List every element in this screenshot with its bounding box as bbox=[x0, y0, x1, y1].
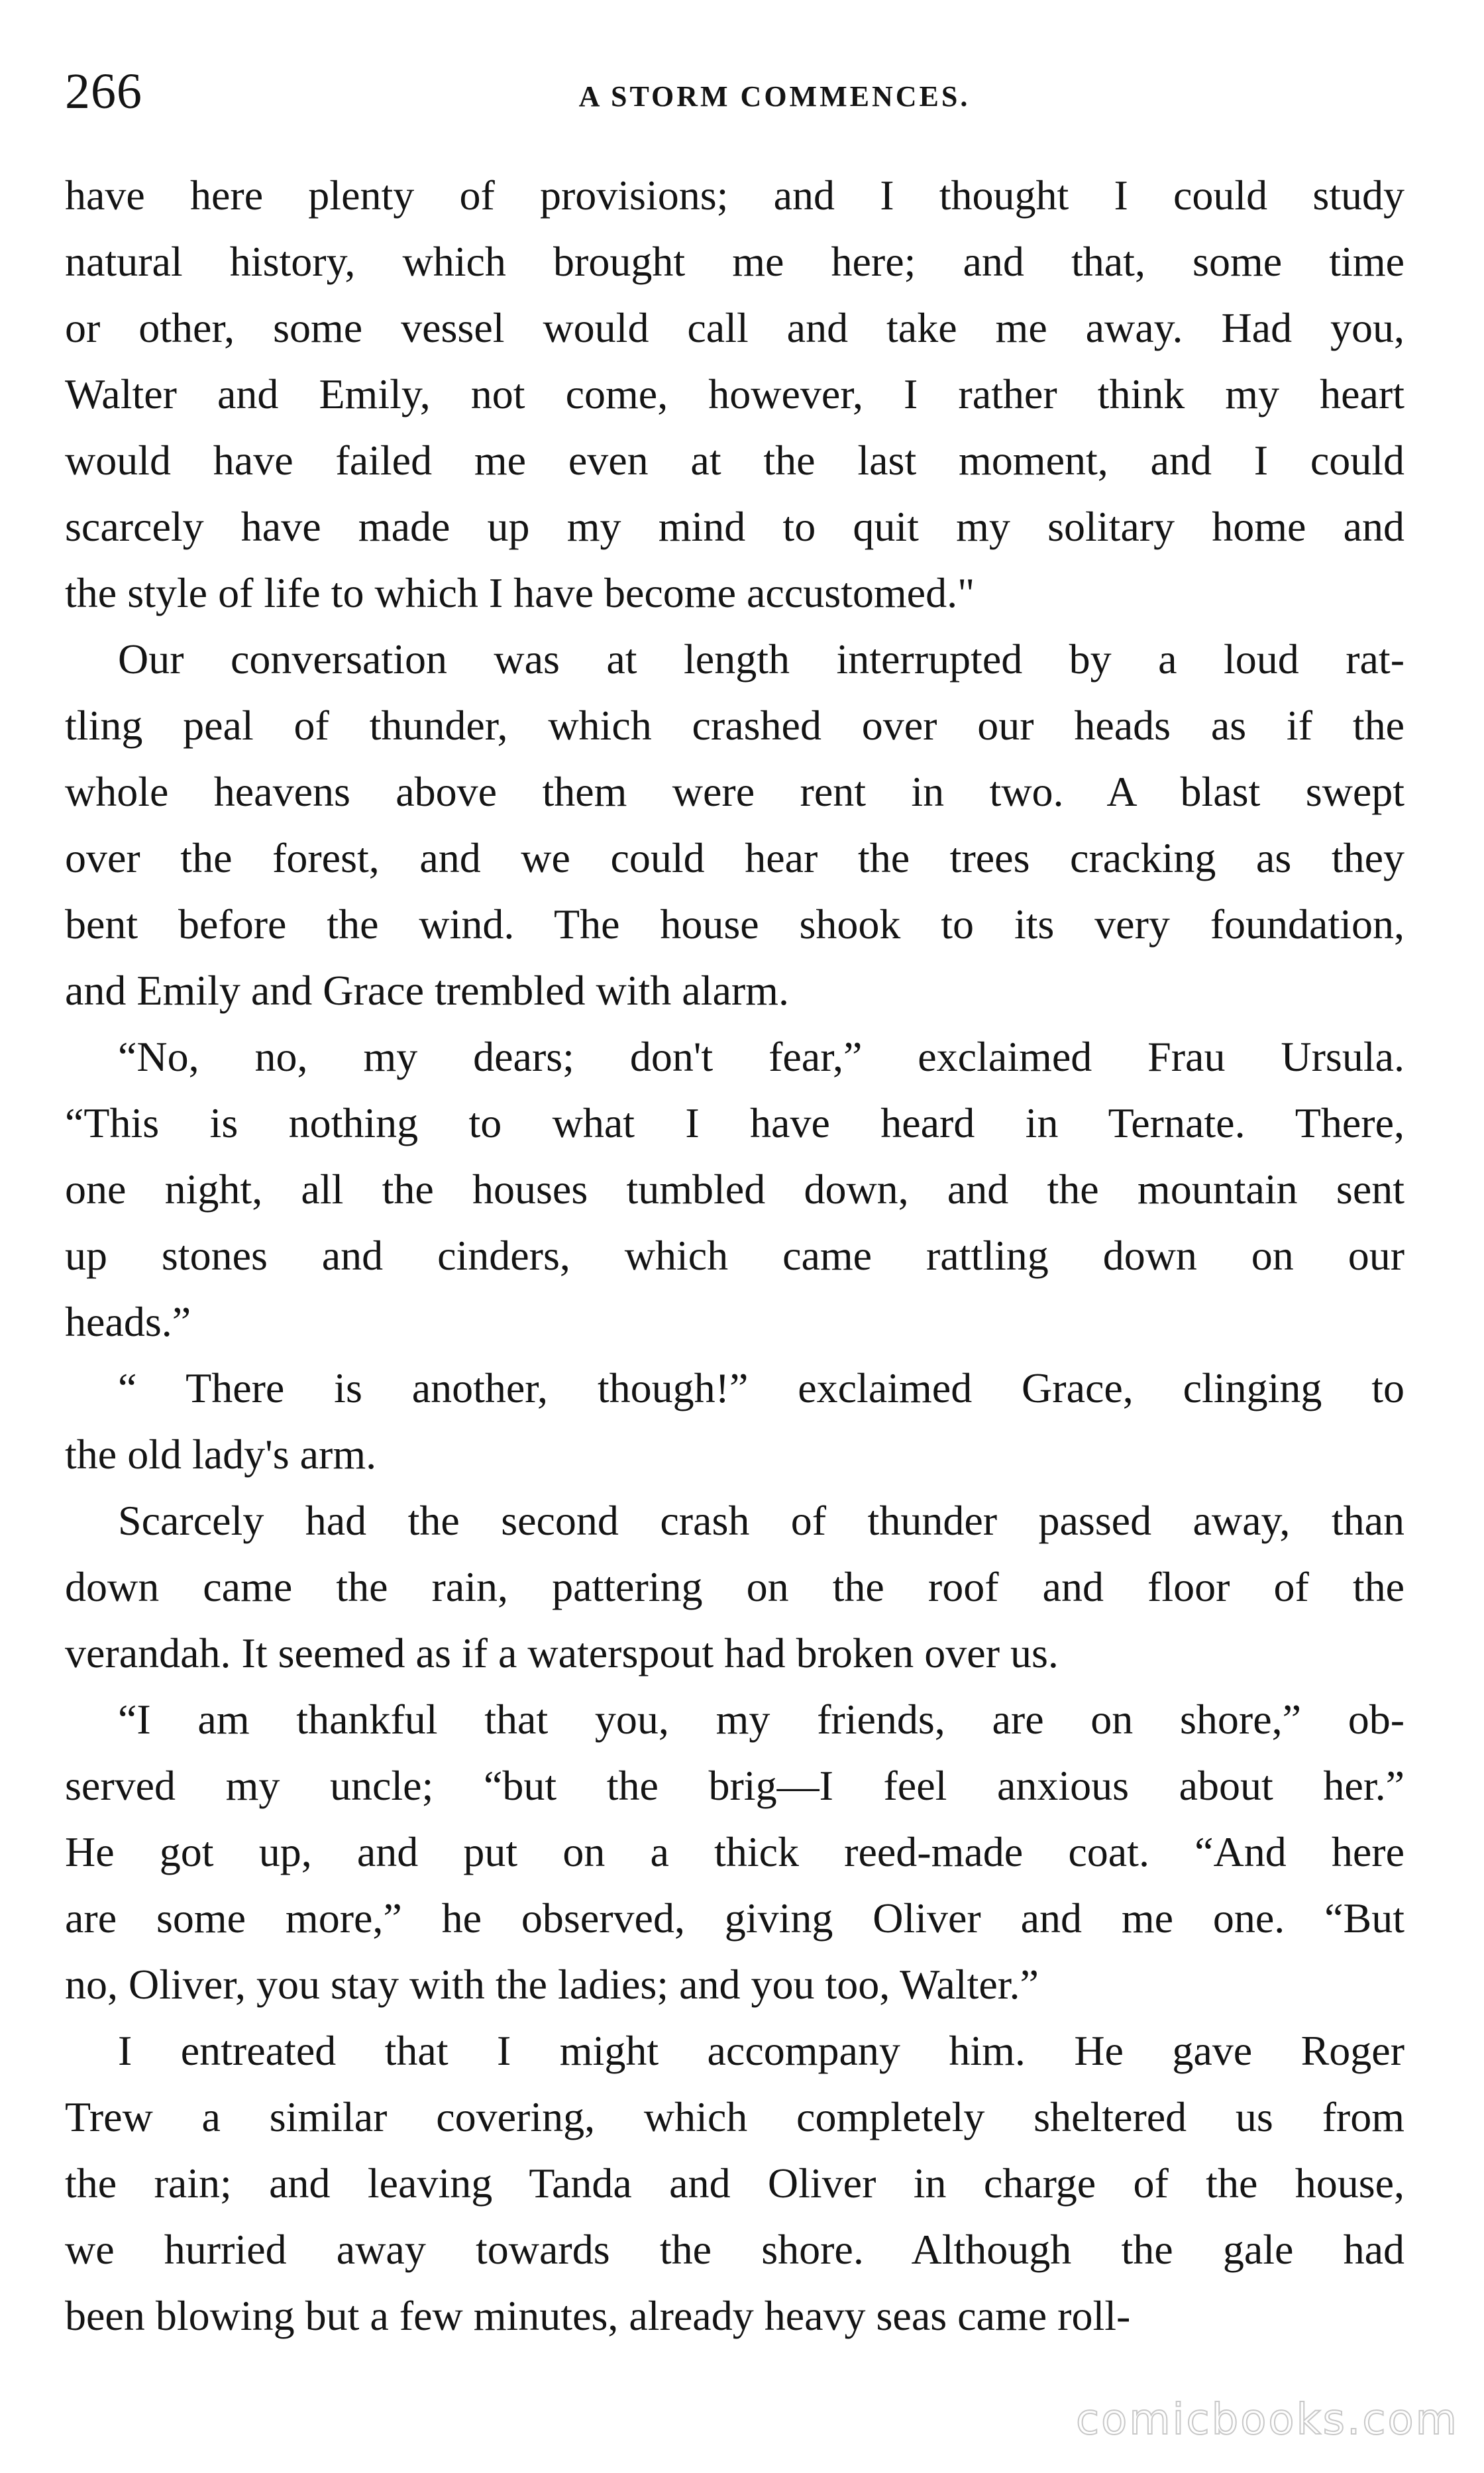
text-line: one night, all the houses tumbled down, and the mountain sent bbox=[65, 1166, 1404, 1213]
text-line: we hurried away towards the shore. Although the gale had bbox=[65, 2226, 1404, 2273]
text-line: scarcely have made up my mind to quit my solitary home and bbox=[65, 503, 1404, 550]
text-line: and Emily and Grace trembled with alarm. bbox=[65, 967, 789, 1014]
text-line: “No, no, my dears; don't fear,” exclaimed Frau Ursula. bbox=[118, 1033, 1404, 1080]
text-line: the style of life to which I have become accustomed." bbox=[65, 569, 975, 616]
body-text bbox=[65, 162, 1404, 2349]
text-line: over the forest, and we could hear the trees cracking as they bbox=[65, 834, 1404, 881]
text-line: heads.” bbox=[65, 1298, 191, 1345]
watermark: comicbooks.com bbox=[1075, 2395, 1459, 2445]
text-line: whole heavens above them were rent in two. A blast swept bbox=[65, 768, 1404, 815]
page-header bbox=[65, 58, 1404, 125]
paragraph bbox=[65, 1488, 1404, 1686]
text-line: been blowing but a few minutes, already heavy seas came roll- bbox=[65, 2292, 1131, 2339]
text-line: Trew a similar covering, which completely sheltered us from bbox=[65, 2093, 1404, 2140]
text-line: He got up, and put on a thick reed-made coat. “And here bbox=[65, 1828, 1404, 1875]
text-line: are some more,” he observed, giving Oliver and me one. “But bbox=[65, 1895, 1404, 1942]
text-line: no, Oliver, you stay with the ladies; and you too, Walter.” bbox=[65, 1961, 1039, 2008]
text-line: the old lady's arm. bbox=[65, 1431, 377, 1478]
page-number: 266 bbox=[65, 64, 142, 119]
text-line: Walter and Emily, not come, however, I rather think my heart bbox=[65, 370, 1404, 417]
paragraph bbox=[65, 626, 1404, 1024]
text-line: would have failed me even at the last moment, and I could bbox=[65, 437, 1404, 484]
paragraph bbox=[65, 2018, 1404, 2349]
paragraph bbox=[65, 1686, 1404, 2018]
running-head: A STORM COMMENCES. bbox=[578, 80, 971, 113]
text-line: or other, some vessel would call and take me away. Had you, bbox=[65, 304, 1404, 351]
text-line: the rain; and leaving Tanda and Oliver in charge of the house, bbox=[65, 2160, 1404, 2207]
paragraph bbox=[65, 162, 1404, 626]
text-line: have here plenty of provisions; and I thought I could study bbox=[65, 172, 1404, 219]
paragraph bbox=[65, 1355, 1404, 1488]
text-line: up stones and cinders, which came rattling down on our bbox=[65, 1232, 1404, 1279]
text-line: verandah. It seemed as if a waterspout had broken over us. bbox=[65, 1629, 1059, 1676]
text-line: “ There is another, though!” exclaimed Grace, clinging to bbox=[118, 1364, 1404, 1411]
text-line: “This is nothing to what I have heard in Ternate. There, bbox=[65, 1099, 1404, 1146]
text-line: I entreated that I might accompany him. He gave Roger bbox=[118, 2027, 1404, 2074]
text-line: served my uncle; “but the brig—I feel anxious about her.” bbox=[65, 1762, 1404, 1809]
text-line: “I am thankful that you, my friends, are on shore,” ob- bbox=[118, 1696, 1404, 1743]
text-line: natural history, which brought me here; and that, some time bbox=[65, 238, 1404, 285]
paragraph bbox=[65, 1024, 1404, 1355]
text-line: down came the rain, pattering on the roof and floor of the bbox=[65, 1563, 1404, 1610]
text-line: bent before the wind. The house shook to its very foundation, bbox=[65, 901, 1404, 948]
text-line: Scarcely had the second crash of thunder passed away, than bbox=[118, 1497, 1404, 1544]
text-line: Our conversation was at length interrupted by a loud rat- bbox=[118, 635, 1404, 683]
text-line: tling peal of thunder, which crashed over our heads as if the bbox=[65, 702, 1404, 749]
